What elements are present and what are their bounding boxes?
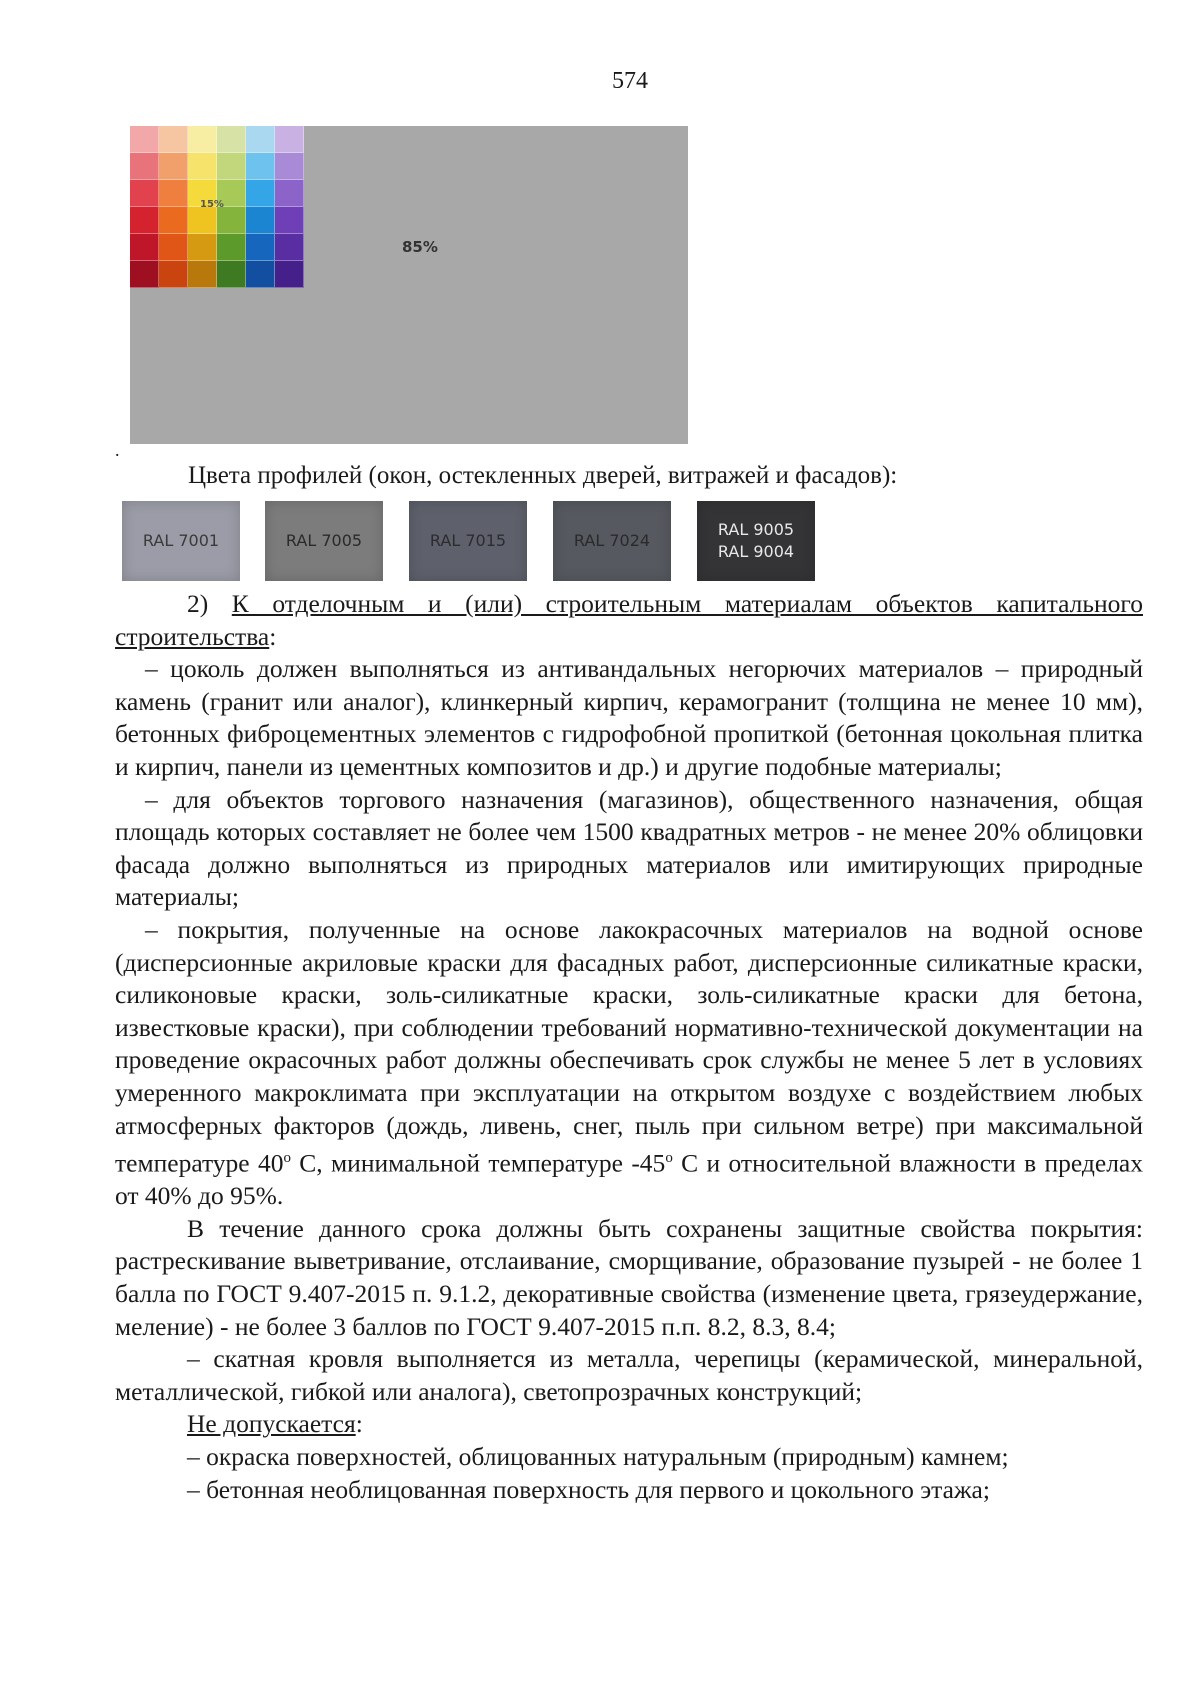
color-grid-cell [275, 180, 304, 207]
color-grid-cell [246, 180, 275, 207]
paragraph-service-life: В течение данного срока должны быть сохранены защитные свойства покрытия: растрескивание выветривание, отслаивание, сморщивание, образование пузырей - не более 1 балла по ГОСТ 9.407-2015 п. 9.1.2, декоративные свойства (изменение цвета, грязеудержание, меление) - не более 3 баллов по ГОСТ 9.407-2015 п.п. 8.2, 8.3, 8.4; [115, 1213, 1143, 1341]
ral-swatch-label: RAL 7024 [573, 531, 651, 550]
ral-swatch [122, 501, 240, 581]
color-grid-cell [159, 207, 188, 234]
color-grid-cell [188, 261, 217, 288]
profiles-caption: Цвета профилей (окон, остекленных дверей, витражей и фасадов): [188, 462, 898, 489]
section-heading-colon: : [269, 621, 277, 651]
color-grid-cell [275, 261, 304, 288]
ral-swatch-label: RAL 7001 [142, 531, 220, 550]
color-grid-cell [188, 207, 217, 234]
not-allowed-item: – окраска поверхностей, облицованных натуральным (природным) камнем; [187, 1441, 1009, 1471]
color-grid-cell [246, 234, 275, 261]
coatings-text-b: С, минимальной температуре -45 [290, 1148, 666, 1178]
paragraph-coatings [115, 914, 1143, 1213]
color-grid-cell [188, 126, 217, 153]
document-body [115, 588, 1143, 1506]
paragraph-plinth: – цоколь должен выполняться из антивандальных негорючих материалов – природный камень (гранит или аналог), клинкерный кирпич, керамогранит (толщина не менее 10 мм), бетонных фиброцементных элементов с гидрофобной пропиткой (бетонная цокольная плитка и кирпич, панели из цементных композитов и др.) и другие подобные материалы; [115, 654, 1143, 781]
degree-mark: о [665, 1150, 673, 1167]
page-number: 574 [612, 68, 648, 94]
percent-label-small: 15% [200, 199, 224, 210]
color-grid-cell [217, 261, 246, 288]
color-grid-cell [275, 234, 304, 261]
color-grid-cell [130, 180, 159, 207]
color-grid-cell [217, 234, 246, 261]
ral-swatch [409, 501, 527, 581]
ral-swatch-label: RAL 7005 [285, 531, 363, 550]
color-grid-cell [246, 207, 275, 234]
color-grid-cell [188, 234, 217, 261]
color-grid-cell [188, 153, 217, 180]
color-grid-cell [275, 153, 304, 180]
coatings-text-c: С и относительной влажности в пределах от 40% до 95%. [115, 1148, 1143, 1211]
color-grid-cell [159, 234, 188, 261]
color-grid-cell [246, 126, 275, 153]
color-grid-cell [275, 126, 304, 153]
stray-mark: . [115, 440, 120, 460]
color-grid-cell [217, 153, 246, 180]
color-grid-cell [275, 207, 304, 234]
color-grid-cell [130, 126, 159, 153]
color-grid-cell [246, 261, 275, 288]
color-grid-cell [246, 153, 275, 180]
not-allowed-text: Не допускается [187, 1409, 356, 1439]
ral-swatch-label: RAL 7015 [429, 531, 507, 550]
degree-mark: о [283, 1150, 291, 1167]
color-grid-cell [217, 126, 246, 153]
not-allowed-item: – бетонная необлицованная поверхность для первого и цокольного этажа; [187, 1474, 990, 1504]
color-grid-cell [130, 261, 159, 288]
color-grid-cell [130, 207, 159, 234]
ral-swatch [553, 501, 671, 581]
coatings-text-a: – покрытия, полученные на основе лакокрасочных материалов на водной основе (дисперсионные акриловые краски для фасадных работ, дисперсионные силикатные краски, силиконовые краски, золь-силикатные краски, золь-силикатные краски для бетона, известковые краски), при соблюдении требований нормативно-технической документации на проведение окрасочных работ должны обеспечивать срок службы не менее 5 лет в условиях умеренного макроклимата при эксплуатации на открытом воздухе с воздействием любых атмосферных факторов (дождь, ливень, снег, пыль при сильном ветре) при максимальной температуре 40 [115, 914, 1143, 1178]
ral-swatch-label: RAL 9005 [717, 520, 795, 539]
color-ratio-figure [130, 126, 688, 444]
color-grid-cell [159, 153, 188, 180]
color-grid-cell [130, 153, 159, 180]
color-grid-cell [217, 207, 246, 234]
color-grid-cell [159, 261, 188, 288]
ral-swatch-label-second: RAL 9004 [717, 542, 795, 561]
percent-label-large: 85% [402, 238, 438, 256]
ral-swatch [697, 501, 815, 581]
not-allowed-colon: : [355, 1409, 363, 1439]
color-grid-cell [130, 234, 159, 261]
not-allowed-heading [115, 1408, 1143, 1441]
section-heading [115, 588, 1143, 653]
color-grid-cell [159, 180, 188, 207]
section-number: 2) [187, 589, 232, 618]
ral-swatch [265, 501, 383, 581]
section-heading-text: К отделочным и (или) строительным материалам объектов капитального строительства [115, 589, 1143, 651]
color-grid-cell [159, 126, 188, 153]
paragraph-commercial: – для объектов торгового назначения (магазинов), общественного назначения, общая площадь которых составляет не более чем 1500 квадратных метров - не менее 20% облицовки фасада должно выполняться из природных материалов или имитирующих природные материалы; [115, 784, 1143, 912]
paragraph-roof: – скатная кровля выполняется из металла, черепицы (керамической, минеральной, металлической, гибкой или аналога), светопрозрачных конструкций; [115, 1344, 1143, 1406]
